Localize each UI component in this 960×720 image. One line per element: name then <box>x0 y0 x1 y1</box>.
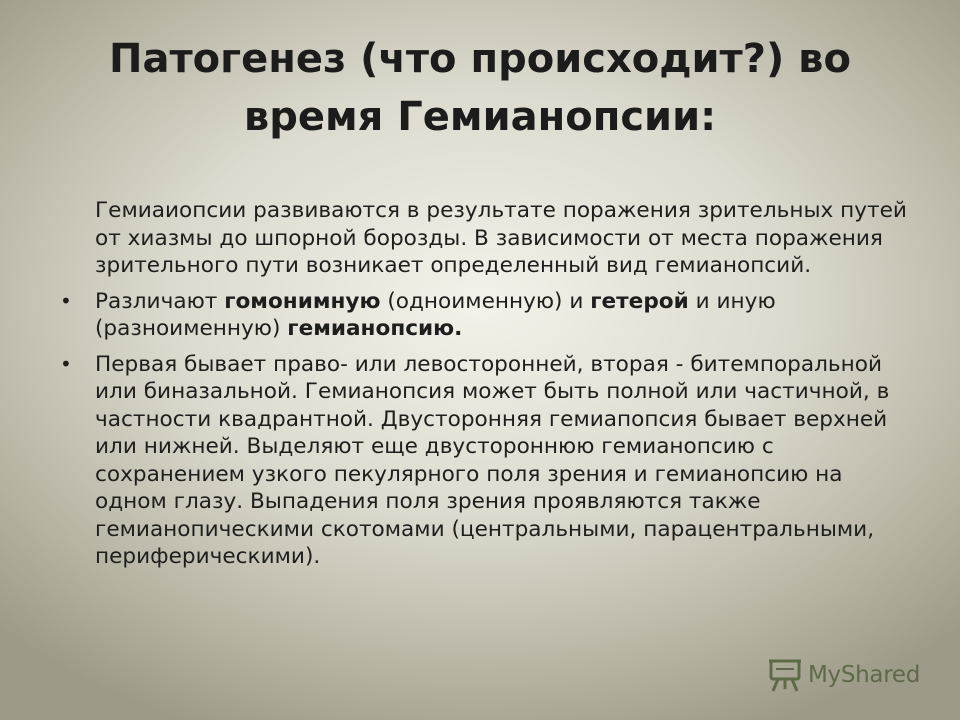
bold-term-hemianopsia: гемианопсию. <box>287 316 463 341</box>
bold-term-homonymous: гомонимную <box>224 288 381 314</box>
bullet-text: (одноименную) и <box>380 288 591 314</box>
bullet-item <box>60 351 910 571</box>
bullet-text: Различают <box>95 288 225 314</box>
bullet-item <box>60 288 910 343</box>
slide-body <box>60 197 910 579</box>
bold-term-heteronymous: гетерой <box>590 288 689 314</box>
myshared-watermark <box>768 655 920 695</box>
bullet-marker: • <box>60 351 72 376</box>
intro-paragraph: Гемиаиопсии развиваются в результате поражения зрительных путей от хиазмы до шпорной борозды. В зависимости от места поражения зрительного пути возникает определенный вид гемианопсий. <box>95 198 907 278</box>
bullet-text: и иную (разноименную) <box>95 288 776 341</box>
presentation-board-icon <box>768 657 802 693</box>
slide-title: Патогенез (что происходит?) во время Гемианопсии: <box>109 36 851 140</box>
watermark-text: MyShared <box>808 662 921 688</box>
bullet-marker: • <box>60 288 72 313</box>
bullet-text: Первая бывает право- или левосторонней, вторая - битемпоральной или биназальной. Гемианопсия может быть полной или частичной, в частности квадрантной. Двусторонняя гемиапопсия бывает верхней или нижней. Выделяют еще двустороннюю гемианопсию с сохранением узкого пекулярного поля зрения и гемианопсию на одном глазу. Выпадения поля зрения проявляются также гемианопическими скотомами (центральными, парацентральными, периферическими). <box>95 351 890 569</box>
